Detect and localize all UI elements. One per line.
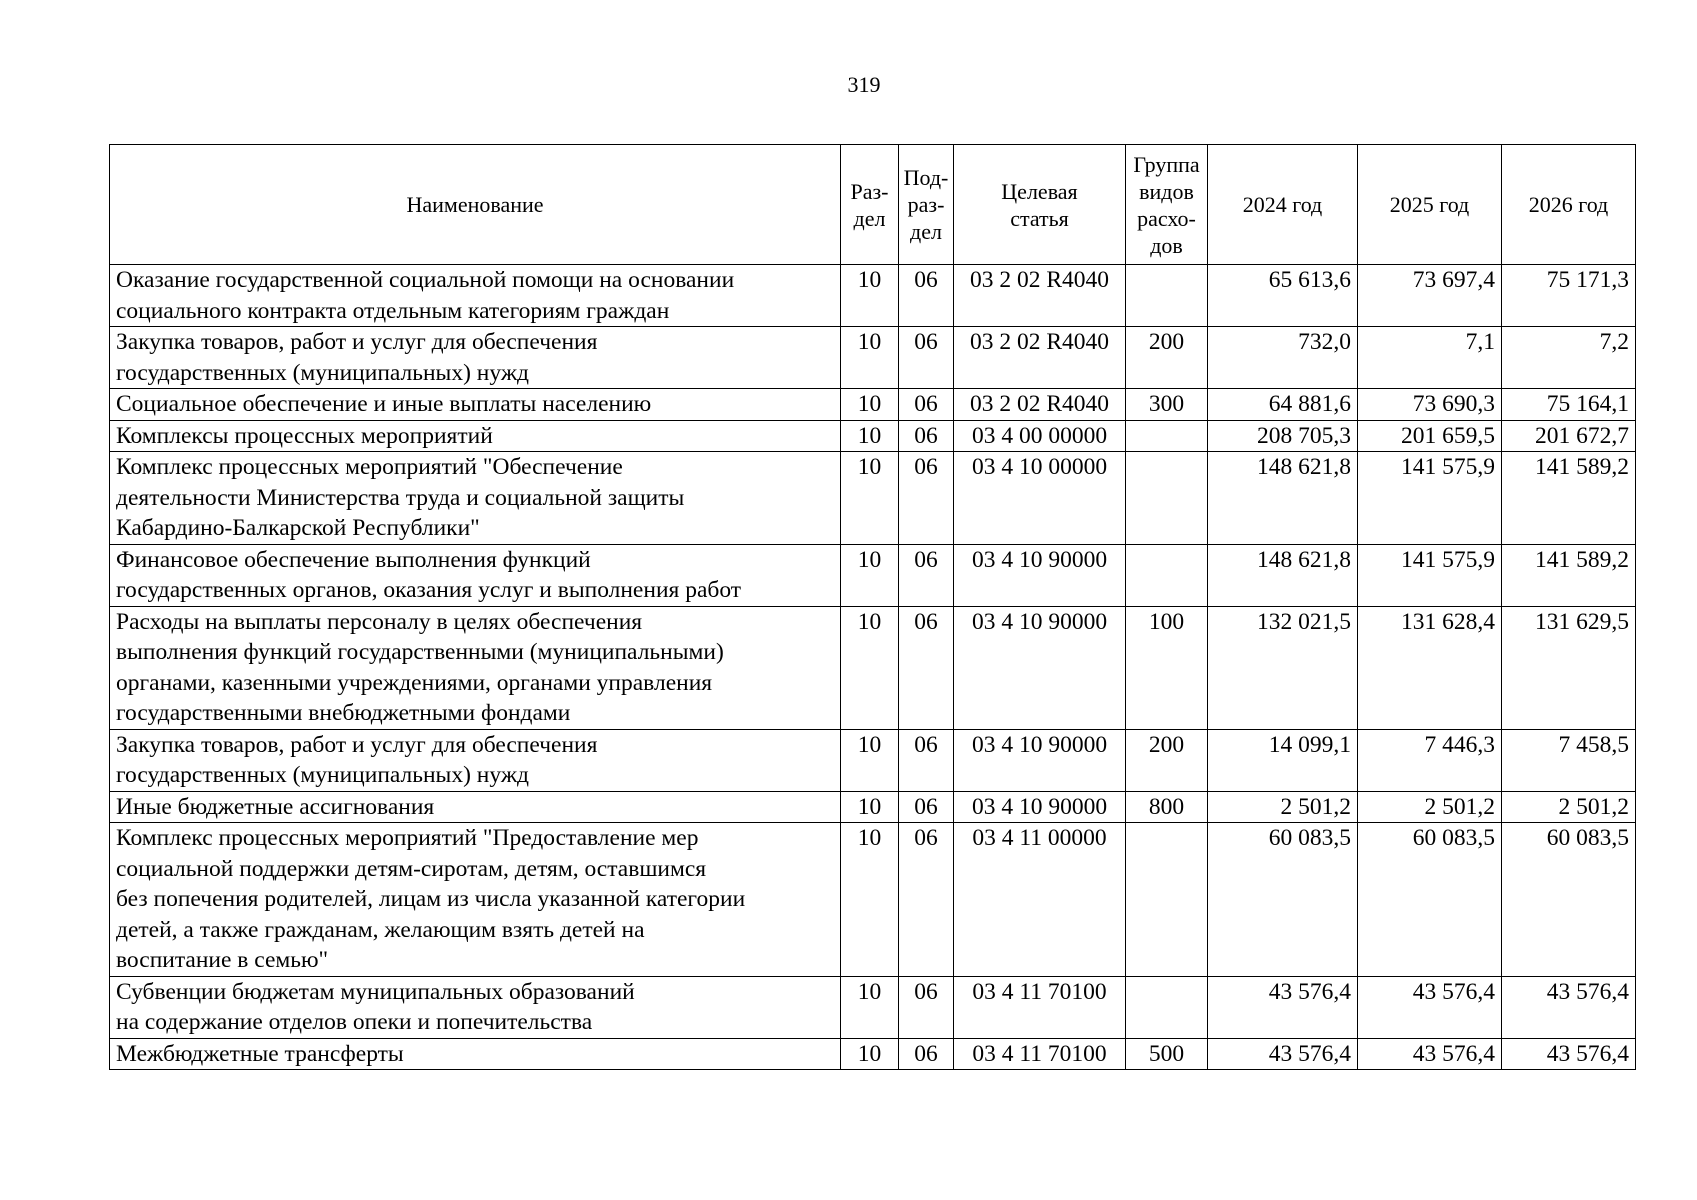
cell-group bbox=[1126, 452, 1208, 545]
cell-razdel: 10 bbox=[841, 976, 899, 1038]
cell-y2026: 131 629,5 bbox=[1502, 606, 1636, 729]
cell-name bbox=[110, 823, 841, 977]
cell-name bbox=[110, 791, 841, 823]
cell-target: 03 4 11 70100 bbox=[954, 976, 1126, 1038]
cell-y2024: 43 576,4 bbox=[1208, 976, 1358, 1038]
cell-group: 100 bbox=[1126, 606, 1208, 729]
cell-name-line: деятельности Министерства труда и социальной защиты bbox=[116, 484, 685, 511]
cell-name-line: Межбюджетные трансферты bbox=[116, 1040, 404, 1067]
cell-podrazdel: 06 bbox=[899, 420, 954, 452]
cell-group bbox=[1126, 265, 1208, 327]
cell-razdel: 10 bbox=[841, 389, 899, 421]
cell-name bbox=[110, 389, 841, 421]
cell-y2024: 148 621,8 bbox=[1208, 544, 1358, 606]
cell-y2026: 75 171,3 bbox=[1502, 265, 1636, 327]
cell-y2025: 201 659,5 bbox=[1358, 420, 1502, 452]
cell-razdel: 10 bbox=[841, 791, 899, 823]
cell-y2025: 73 690,3 bbox=[1358, 389, 1502, 421]
cell-y2025: 43 576,4 bbox=[1358, 976, 1502, 1038]
cell-razdel: 10 bbox=[841, 606, 899, 729]
cell-y2024: 148 621,8 bbox=[1208, 452, 1358, 545]
cell-y2025: 131 628,4 bbox=[1358, 606, 1502, 729]
table-row bbox=[110, 976, 1636, 1038]
cell-group bbox=[1126, 420, 1208, 452]
cell-name-line: детей, а также гражданам, желающим взять детей на bbox=[116, 916, 645, 943]
cell-y2025: 73 697,4 bbox=[1358, 265, 1502, 327]
cell-podrazdel: 06 bbox=[899, 265, 954, 327]
cell-name-line: Кабардино-Балкарской Республики" bbox=[116, 515, 480, 541]
cell-target: 03 4 10 00000 bbox=[954, 452, 1126, 545]
cell-name-line: государственных (муниципальных) нужд bbox=[116, 359, 530, 386]
cell-name bbox=[110, 452, 841, 545]
cell-name-line: на содержание отделов опеки и попечительства bbox=[116, 1009, 593, 1035]
cell-razdel: 10 bbox=[841, 452, 899, 545]
cell-name-line: государственных органов, оказания услуг и выполнения работ bbox=[116, 577, 742, 603]
cell-y2026: 43 576,4 bbox=[1502, 976, 1636, 1038]
cell-name-line: Расходы на выплаты персоналу в целях обеспечения bbox=[116, 608, 643, 635]
cell-group: 300 bbox=[1126, 389, 1208, 421]
cell-target: 03 4 10 90000 bbox=[954, 791, 1126, 823]
cell-target: 03 4 11 00000 bbox=[954, 823, 1126, 977]
cell-podrazdel: 06 bbox=[899, 791, 954, 823]
table-row bbox=[110, 1038, 1636, 1070]
cell-y2026: 60 083,5 bbox=[1502, 823, 1636, 977]
cell-name-line: Субвенции бюджетам муниципальных образований bbox=[116, 978, 635, 1005]
cell-y2026: 75 164,1 bbox=[1502, 389, 1636, 421]
cell-y2024: 14 099,1 bbox=[1208, 729, 1358, 791]
cell-y2024: 64 881,6 bbox=[1208, 389, 1358, 421]
cell-podrazdel: 06 bbox=[899, 544, 954, 606]
header-razdel: Раз- дел bbox=[841, 145, 899, 265]
cell-name-line: Комплекс процессных мероприятий "Предоставление мер bbox=[116, 825, 699, 851]
cell-razdel: 10 bbox=[841, 420, 899, 452]
cell-name-line: Комплексы процессных мероприятий bbox=[116, 422, 493, 449]
cell-podrazdel: 06 bbox=[899, 327, 954, 389]
cell-y2026: 43 576,4 bbox=[1502, 1038, 1636, 1070]
cell-name-line: Иные бюджетные ассигнования bbox=[116, 793, 435, 820]
cell-target: 03 2 02 R4040 bbox=[954, 389, 1126, 421]
cell-name-line: Социальное обеспечение и иные выплаты населению bbox=[116, 391, 652, 417]
cell-razdel: 10 bbox=[841, 1038, 899, 1070]
cell-target: 03 4 00 00000 bbox=[954, 420, 1126, 452]
cell-name-line: выполнения функций государственными (муниципальными) bbox=[116, 639, 724, 665]
cell-name-line: органами, казенными учреждениями, органами управления bbox=[116, 669, 713, 696]
table-body bbox=[110, 265, 1636, 1070]
cell-name bbox=[110, 1038, 841, 1070]
cell-name bbox=[110, 327, 841, 389]
cell-y2025: 60 083,5 bbox=[1358, 823, 1502, 977]
table-row bbox=[110, 389, 1636, 421]
table-row bbox=[110, 606, 1636, 729]
cell-podrazdel: 06 bbox=[899, 976, 954, 1038]
cell-y2024: 132 021,5 bbox=[1208, 606, 1358, 729]
header-row bbox=[110, 145, 1636, 265]
cell-y2026: 7,2 bbox=[1502, 327, 1636, 389]
cell-podrazdel: 06 bbox=[899, 606, 954, 729]
cell-name bbox=[110, 420, 841, 452]
cell-y2024: 43 576,4 bbox=[1208, 1038, 1358, 1070]
header-target: Целевая статья bbox=[954, 145, 1126, 265]
cell-y2025: 141 575,9 bbox=[1358, 452, 1502, 545]
cell-razdel: 10 bbox=[841, 265, 899, 327]
cell-group bbox=[1126, 976, 1208, 1038]
cell-y2026: 141 589,2 bbox=[1502, 452, 1636, 545]
cell-y2026: 201 672,7 bbox=[1502, 420, 1636, 452]
budget-table bbox=[109, 144, 1636, 1070]
cell-group: 200 bbox=[1126, 729, 1208, 791]
cell-y2024: 60 083,5 bbox=[1208, 823, 1358, 977]
cell-razdel: 10 bbox=[841, 823, 899, 977]
header-2026: 2026 год bbox=[1502, 145, 1636, 265]
cell-name bbox=[110, 976, 841, 1038]
header-2025: 2025 год bbox=[1358, 145, 1502, 265]
cell-group bbox=[1126, 544, 1208, 606]
cell-group: 200 bbox=[1126, 327, 1208, 389]
cell-podrazdel: 06 bbox=[899, 389, 954, 421]
cell-name-line: государственными внебюджетными фондами bbox=[116, 700, 571, 726]
cell-target: 03 4 11 70100 bbox=[954, 1038, 1126, 1070]
cell-podrazdel: 06 bbox=[899, 823, 954, 977]
cell-y2024: 732,0 bbox=[1208, 327, 1358, 389]
cell-razdel: 10 bbox=[841, 729, 899, 791]
cell-y2026: 2 501,2 bbox=[1502, 791, 1636, 823]
cell-name-line: без попечения родителей, лицам из числа указанной категории bbox=[116, 886, 746, 912]
header-group: Группа видов расхо- дов bbox=[1126, 145, 1208, 265]
cell-group: 500 bbox=[1126, 1038, 1208, 1070]
cell-name-line: государственных (муниципальных) нужд bbox=[116, 762, 530, 788]
cell-podrazdel: 06 bbox=[899, 729, 954, 791]
cell-y2026: 7 458,5 bbox=[1502, 729, 1636, 791]
cell-podrazdel: 06 bbox=[899, 1038, 954, 1070]
cell-y2025: 7 446,3 bbox=[1358, 729, 1502, 791]
cell-target: 03 4 10 90000 bbox=[954, 729, 1126, 791]
cell-name-line: социального контракта отдельным категориям граждан bbox=[116, 297, 670, 324]
cell-name bbox=[110, 265, 841, 327]
cell-razdel: 10 bbox=[841, 544, 899, 606]
cell-y2025: 7,1 bbox=[1358, 327, 1502, 389]
table-row bbox=[110, 544, 1636, 606]
table-row bbox=[110, 265, 1636, 327]
page-number: 319 bbox=[847, 72, 881, 97]
table-row bbox=[110, 823, 1636, 977]
cell-name-line: воспитание в семью" bbox=[116, 947, 329, 973]
table-row bbox=[110, 327, 1636, 389]
cell-y2026: 141 589,2 bbox=[1502, 544, 1636, 606]
cell-name-line: Финансовое обеспечение выполнения функций bbox=[116, 546, 591, 573]
cell-target: 03 2 02 R4040 bbox=[954, 327, 1126, 389]
cell-name-line: социальной поддержки детям-сиротам, детям, оставшимся bbox=[116, 855, 707, 882]
cell-y2025: 43 576,4 bbox=[1358, 1038, 1502, 1070]
cell-name-line: Закупка товаров, работ и услуг для обеспечения bbox=[116, 731, 598, 758]
cell-y2024: 208 705,3 bbox=[1208, 420, 1358, 452]
cell-name bbox=[110, 729, 841, 791]
cell-group bbox=[1126, 823, 1208, 977]
cell-group: 800 bbox=[1126, 791, 1208, 823]
cell-name bbox=[110, 544, 841, 606]
cell-y2024: 65 613,6 bbox=[1208, 265, 1358, 327]
cell-target: 03 4 10 90000 bbox=[954, 606, 1126, 729]
table-row bbox=[110, 420, 1636, 452]
cell-razdel: 10 bbox=[841, 327, 899, 389]
header-2024: 2024 год bbox=[1208, 145, 1358, 265]
table-row bbox=[110, 452, 1636, 545]
cell-y2024: 2 501,2 bbox=[1208, 791, 1358, 823]
header-podrazdel: Под- раз- дел bbox=[899, 145, 954, 265]
cell-y2025: 2 501,2 bbox=[1358, 791, 1502, 823]
cell-target: 03 2 02 R4040 bbox=[954, 265, 1126, 327]
cell-y2025: 141 575,9 bbox=[1358, 544, 1502, 606]
cell-podrazdel: 06 bbox=[899, 452, 954, 545]
cell-name-line: Комплекс процессных мероприятий "Обеспечение bbox=[116, 454, 623, 480]
cell-name bbox=[110, 606, 841, 729]
cell-name-line: Оказание государственной социальной помощи на основании bbox=[116, 267, 735, 293]
cell-name-line: Закупка товаров, работ и услуг для обеспечения bbox=[116, 329, 598, 355]
table-row bbox=[110, 791, 1636, 823]
cell-target: 03 4 10 90000 bbox=[954, 544, 1126, 606]
header-name: Наименование bbox=[110, 145, 841, 265]
table-row bbox=[110, 729, 1636, 791]
